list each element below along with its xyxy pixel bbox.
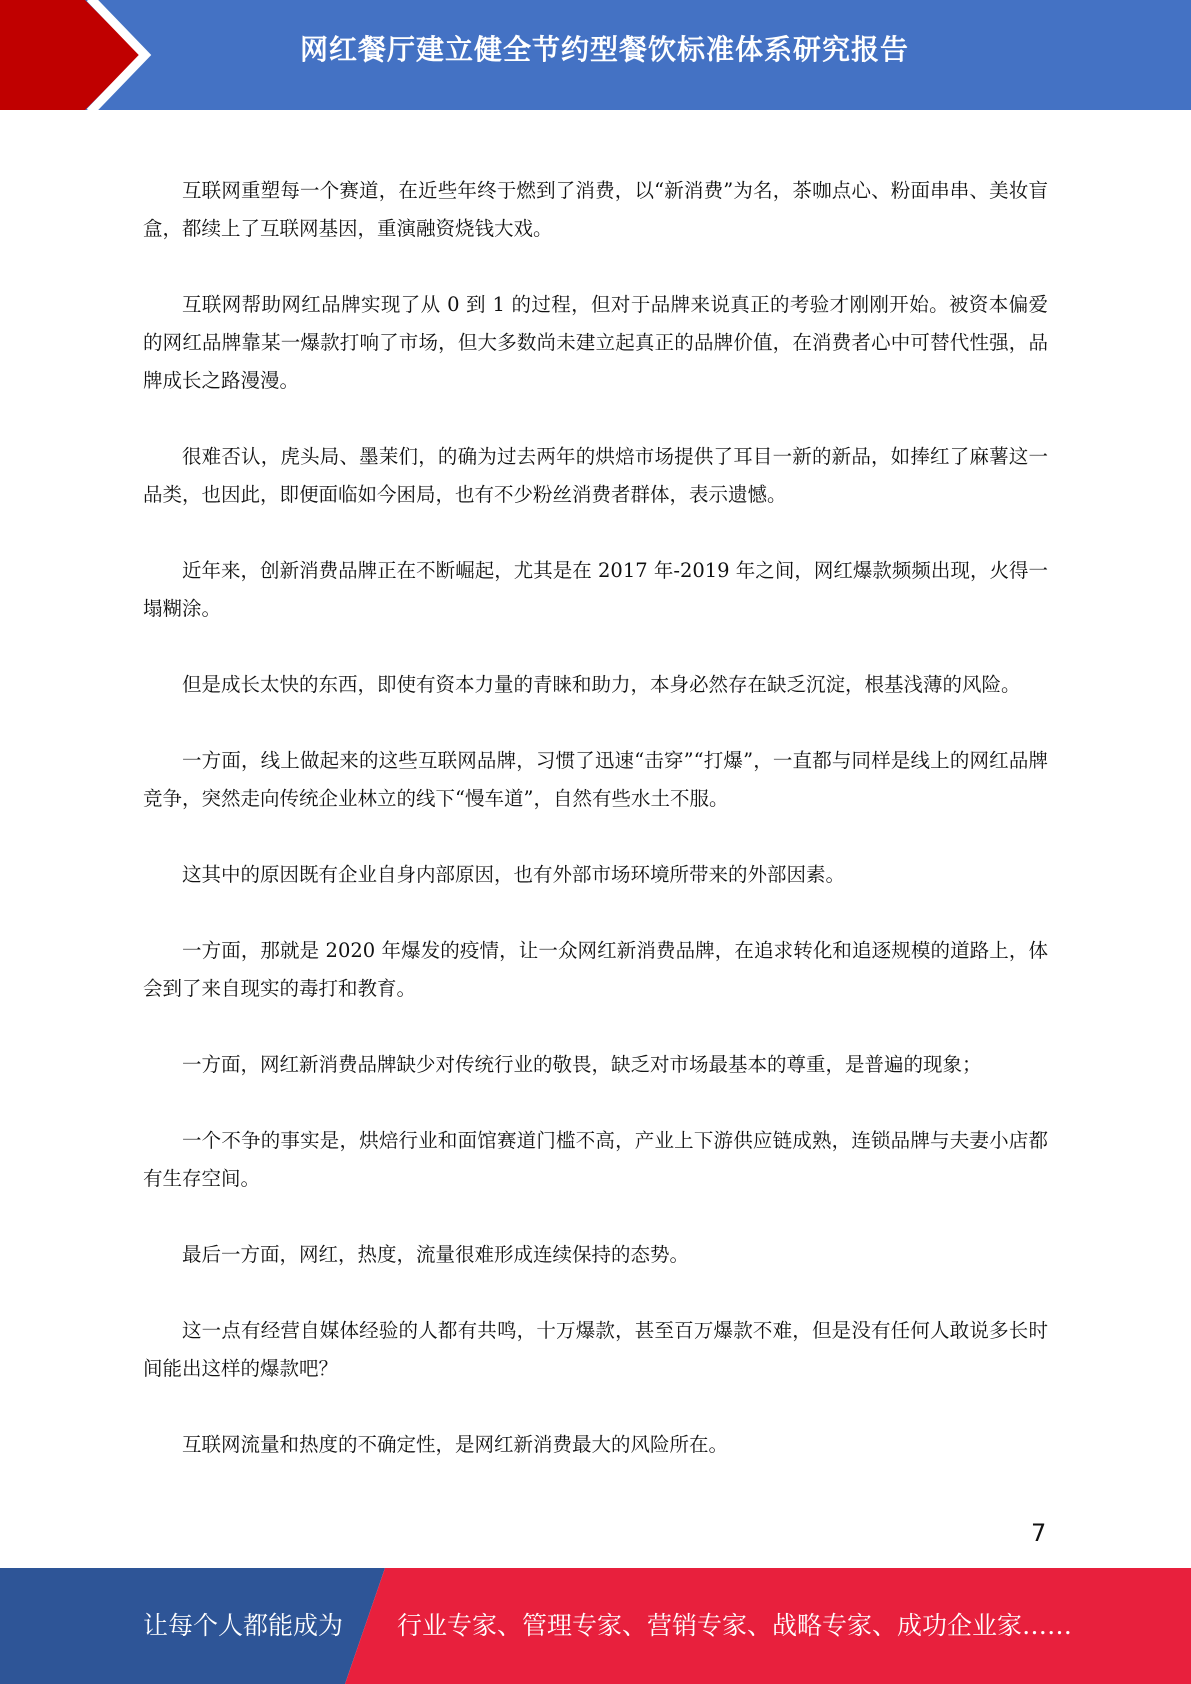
page-number: 7 [1031, 1519, 1047, 1547]
header-arrow-decoration [0, 0, 160, 110]
paragraph: 一个不争的事实是，烘焙行业和面馆赛道门槛不高，产业上下游供应链成熟，连锁品牌与夫妻小店都有生存空间。 [143, 1129, 1048, 1190]
paragraph: 一方面，线上做起来的这些互联网品牌，习惯了迅速“击穿”“打爆”，一直都与同样是线上的网红品牌竞争，突然走向传统企业林立的线下“慢车道”，自然有些水土不服。 [143, 749, 1048, 810]
paragraph: 这一点有经营自媒体经验的人都有共鸣，十万爆款，甚至百万爆款不难，但是没有任何人敢说多长时间能出这样的爆款吧？ [143, 1319, 1048, 1380]
paragraph: 最后一方面，网红，热度，流量很难形成连续保持的态势。 [182, 1243, 690, 1266]
header-banner [0, 0, 1191, 110]
paragraph: 互联网重塑每一个赛道，在近些年终于燃到了消费，以“新消费”为名，茶咖点心、粉面串串、美妆盲盒，都续上了互联网基因，重演融资烧钱大戏。 [143, 179, 1048, 240]
footer-banner [0, 1568, 1191, 1684]
paragraph: 一方面，那就是 2020 年爆发的疫情，让一众网红新消费品牌，在追求转化和追逐规模的道路上，体会到了来自现实的毒打和教育。 [143, 939, 1048, 1000]
paragraph: 很难否认，虎头局、墨茉们，的确为过去两年的烘焙市场提供了耳目一新的新品，如捧红了麻薯这一品类，也因此，即便面临如今困局，也有不少粉丝消费者群体，表示遗憾。 [143, 445, 1048, 506]
article-body [143, 172, 1048, 1502]
paragraph: 互联网流量和热度的不确定性，是网红新消费最大的风险所在。 [182, 1433, 729, 1456]
paragraph: 近年来，创新消费品牌正在不断崛起，尤其是在 2017 年-2019 年之间，网红爆款频频出现，火得一塌糊涂。 [143, 559, 1048, 620]
paragraph: 这其中的原因既有企业自身内部原因，也有外部市场环境所带来的外部因素。 [182, 863, 846, 886]
header-arrow-red [0, 0, 140, 110]
footer-slogan-right: 行业专家、管理专家、营销专家、战略专家、成功企业家…… [397, 1611, 1073, 1640]
document-title: 网红餐厅建立健全节约型餐饮标准体系研究报告 [300, 33, 910, 66]
paragraph: 互联网帮助网红品牌实现了从 0 到 1 的过程，但对于品牌来说真正的考验才刚刚开始。被资本偏爱的网红品牌靠某一爆款打响了市场，但大多数尚未建立起真正的品牌价值，在消费者心中可替代性强，品牌成长之路漫漫。 [143, 293, 1048, 392]
paragraph: 但是成长太快的东西，即使有资本力量的青睐和助力，本身必然存在缺乏沉淀，根基浅薄的风险。 [182, 673, 1021, 696]
paragraph: 一方面，网红新消费品牌缺少对传统行业的敬畏，缺乏对市场最基本的尊重，是普遍的现象； [182, 1053, 982, 1076]
footer-slogan-left: 让每个人都能成为 [143, 1611, 344, 1640]
